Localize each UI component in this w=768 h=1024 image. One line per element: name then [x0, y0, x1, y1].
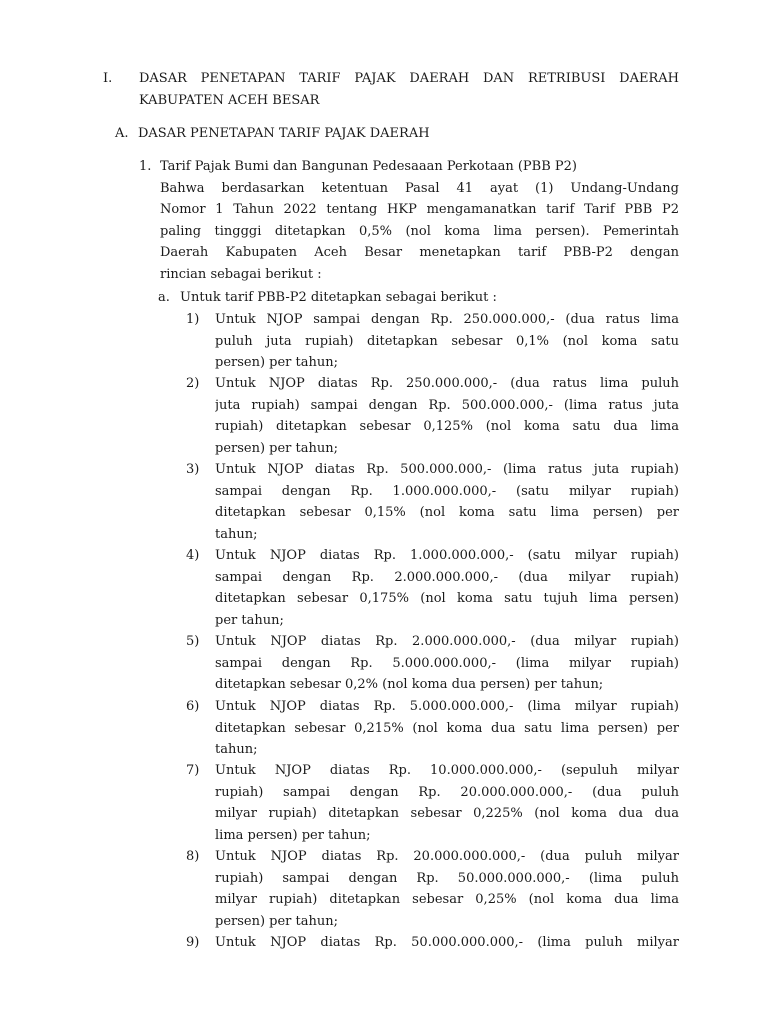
- entry-line: Untuk NJOP diatas Rp. 500.000.000,- (lima ratus juta rupiah): [215, 462, 679, 477]
- entry-line: juta rupiah) sampai dengan Rp. 500.000.000,- (lima ratus juta: [215, 397, 679, 413]
- list-item-number: 1.: [139, 159, 152, 174]
- entry-line: Untuk NJOP diatas Rp. 5.000.000.000,- (lima milyar rupiah): [215, 699, 679, 714]
- sub-item-letter: a.: [158, 290, 170, 305]
- entry-line: Untuk NJOP diatas Rp. 50.000.000.000,- (lima puluh milyar: [215, 935, 679, 950]
- entry-line: rupiah) sampai dengan Rp. 20.000.000.000,- (dua puluh: [215, 784, 679, 800]
- entry-body: [215, 696, 679, 761]
- entry-line: Untuk NJOP diatas Rp. 1.000.000.000,- (satu milyar rupiah): [215, 548, 679, 563]
- entry-line: milyar rupiah) ditetapkan sebesar 0,25% (nol koma dua lima: [215, 892, 679, 908]
- entry-number: 6): [186, 699, 200, 714]
- entry-line: persen) per tahun;: [215, 440, 339, 456]
- entry-body: [215, 631, 679, 696]
- section-title-line: DASAR PENETAPAN TARIF PAJAK DAERAH DAN RETRIBUSI DAERAH: [139, 71, 679, 86]
- entry-body: [215, 932, 679, 954]
- subsection-title: DASAR PENETAPAN TARIF PAJAK DAERAH: [138, 126, 430, 141]
- section-number: I.: [103, 71, 113, 86]
- entry-line: ditetapkan sebesar 0,175% (nol koma satu tujuh lima persen): [215, 591, 679, 607]
- paragraph-line: rincian sebagai berikut :: [160, 266, 322, 282]
- paragraph-line: paling tingggi ditetapkan 0,5% (nol koma lima persen). Pemerintah: [160, 223, 679, 239]
- entry-line: Untuk NJOP diatas Rp. 2.000.000.000,- (dua milyar rupiah): [215, 634, 679, 649]
- entry-line: sampai dengan Rp. 2.000.000.000,- (dua milyar rupiah): [215, 569, 679, 585]
- entry-line: Untuk NJOP diatas Rp. 20.000.000.000,- (dua puluh milyar: [215, 849, 679, 864]
- entry-line: lima persen) per tahun;: [215, 827, 371, 843]
- entry-body: [215, 846, 679, 932]
- list-item-body: [160, 156, 679, 286]
- entry-number: 4): [186, 548, 200, 563]
- sub-item-title: Untuk tarif PBB-P2 ditetapkan sebagai berikut :: [180, 290, 497, 305]
- entry-number: 9): [186, 935, 200, 950]
- entry-line: Untuk NJOP diatas Rp. 10.000.000.000,- (sepuluh milyar: [215, 763, 679, 778]
- entry-line: ditetapkan sebesar 0,2% (nol koma dua persen) per tahun;: [215, 677, 604, 693]
- entry-body: [215, 459, 679, 545]
- entry-number: 8): [186, 849, 200, 864]
- entry-line: tahun;: [215, 526, 258, 542]
- entry-body: [215, 373, 679, 459]
- subsection-number: A.: [115, 126, 129, 141]
- paragraph-line: Nomor 1 Tahun 2022 tentang HKP mengamanatkan tarif Tarif PBB P2: [160, 202, 679, 218]
- entry-number: 2): [186, 376, 200, 391]
- entry-body: [215, 545, 679, 631]
- entry-line: milyar rupiah) ditetapkan sebesar 0,225% (nol koma dua dua: [215, 806, 679, 822]
- paragraph-line: Daerah Kabupaten Aceh Besar menetapkan tarif PBB-P2 dengan: [160, 245, 679, 261]
- entry-line: persen) per tahun;: [215, 355, 339, 371]
- entry-line: ditetapkan sebesar 0,215% (nol koma dua satu lima persen) per: [215, 720, 679, 736]
- entry-line: rupiah) sampai dengan Rp. 50.000.000.000,- (lima puluh: [215, 870, 679, 886]
- entry-body: [215, 309, 679, 374]
- entry-line: per tahun;: [215, 612, 284, 628]
- section-title: [139, 68, 679, 111]
- entry-line: rupiah) ditetapkan sebesar 0,125% (nol koma satu dua lima: [215, 419, 679, 435]
- entry-number: 1): [186, 312, 200, 327]
- entry-line: sampai dengan Rp. 1.000.000.000,- (satu milyar rupiah): [215, 483, 679, 499]
- paragraph-line: Bahwa berdasarkan ketentuan Pasal 41 ayat (1) Undang-Undang: [160, 180, 679, 196]
- list-item-title: Tarif Pajak Bumi dan Bangunan Pedesaaan Perkotaan (PBB P2): [160, 159, 578, 174]
- entry-line: ditetapkan sebesar 0,15% (nol koma satu lima persen) per: [215, 505, 679, 521]
- entry-line: puluh juta rupiah) ditetapkan sebesar 0,1% (nol koma satu: [215, 333, 679, 349]
- entry-line: Untuk NJOP diatas Rp. 250.000.000,- (dua ratus lima puluh: [215, 376, 679, 391]
- section-title-line: KABUPATEN ACEH BESAR: [139, 92, 320, 108]
- entry-line: Untuk NJOP sampai dengan Rp. 250.000.000,- (dua ratus lima: [215, 312, 679, 327]
- entry-line: tahun;: [215, 742, 258, 758]
- entry-number: 3): [186, 462, 200, 477]
- entry-line: persen) per tahun;: [215, 913, 339, 929]
- entry-number: 7): [186, 763, 200, 778]
- entry-body: [215, 760, 679, 846]
- entry-line: sampai dengan Rp. 5.000.000.000,- (lima milyar rupiah): [215, 655, 679, 671]
- entry-number: 5): [186, 634, 200, 649]
